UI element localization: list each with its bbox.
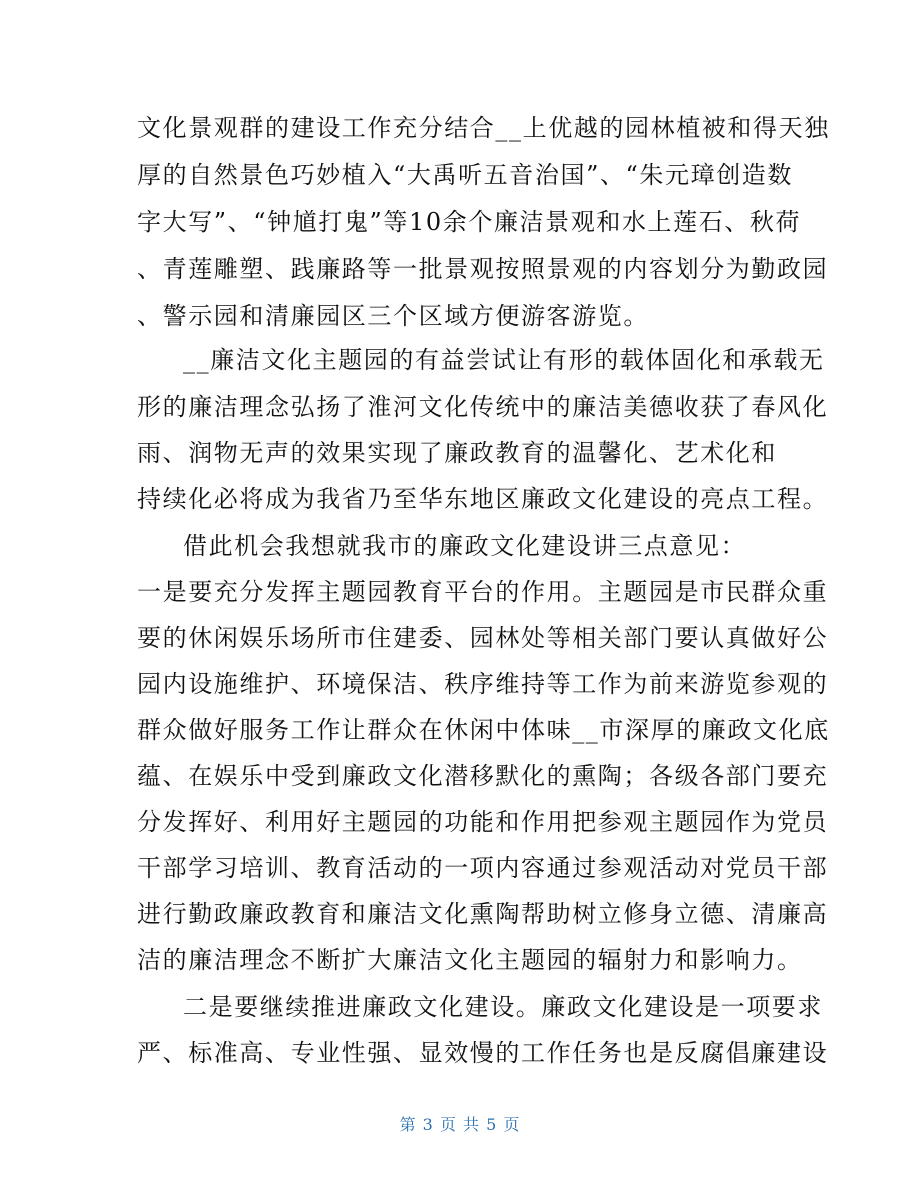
text-line: 文化景观群的建设工作充分结合__上优越的园林植被和得天独 [137, 114, 830, 142]
text-line: 干部学习培训、教育活动的一项内容通过参观活动对党员干部 [137, 854, 829, 882]
text-line: 厚的自然景色巧妙植入“大禹听五音治国”、“朱元璋创造数 [137, 161, 794, 189]
text-line: 严、标准高、专业性强、显效慢的工作任务也是反腐倡廉建设 [137, 1039, 829, 1067]
text-line: 持续化必将成为我省乃至华东地区廉政文化建设的亮点工程。 [137, 485, 829, 513]
text-line: 、青莲雕塑、践廉路等一批景观按照景观的内容划分为勤政园 [137, 255, 829, 283]
text-line: 二是要继续推进廉政文化建设。廉政文化建设是一项要求 [183, 993, 823, 1021]
text-line: 字大写”、“钟馗打鬼”等10余个廉洁景观和水上莲石、秋荷 [137, 208, 802, 236]
text-line: __廉洁文化主题园的有益尝试让有形的载体固化和承载无 [183, 346, 825, 374]
text-line: 借此机会我想就我市的廉政文化建设讲三点意见： [183, 532, 747, 560]
text-line: 进行勤政廉政教育和廉洁文化熏陶帮助树立修身立德、清廉高 [137, 900, 829, 928]
text-line: 形的廉洁理念弘扬了淮河文化传统中的廉洁美德收获了春风化 [137, 393, 829, 421]
text-line: 园内设施维护、环境保洁、秩序维持等工作为前来游览参观的 [137, 670, 829, 698]
page-number-footer: 第 3 页 共 5 页 [399, 1115, 521, 1134]
text-line: 、警示园和清廉园区三个区域方便游客游览。 [137, 302, 649, 330]
text-line: 分发挥好、利用好主题园的功能和作用把参观主题园作为党员 [137, 808, 829, 836]
text-line: 洁的廉洁理念不断扩大廉洁文化主题园的辐射力和影响力。 [137, 946, 803, 974]
text-line: 一是要充分发挥主题园教育平台的作用。主题园是市民群众重 [137, 578, 829, 606]
text-line: 雨、润物无声的效果实现了廉政教育的温馨化、艺术化和 [137, 439, 777, 467]
text-line: 蕴、在娱乐中受到廉政文化潜移默化的熏陶；各级各部门要充 [137, 762, 829, 790]
text-line: 群众做好服务工作让群众在休闲中体味__市深厚的廉政文化底 [137, 716, 830, 744]
text-line: 要的休闲娱乐场所市住建委、园林处等相关部门要认真做好公 [137, 624, 829, 652]
